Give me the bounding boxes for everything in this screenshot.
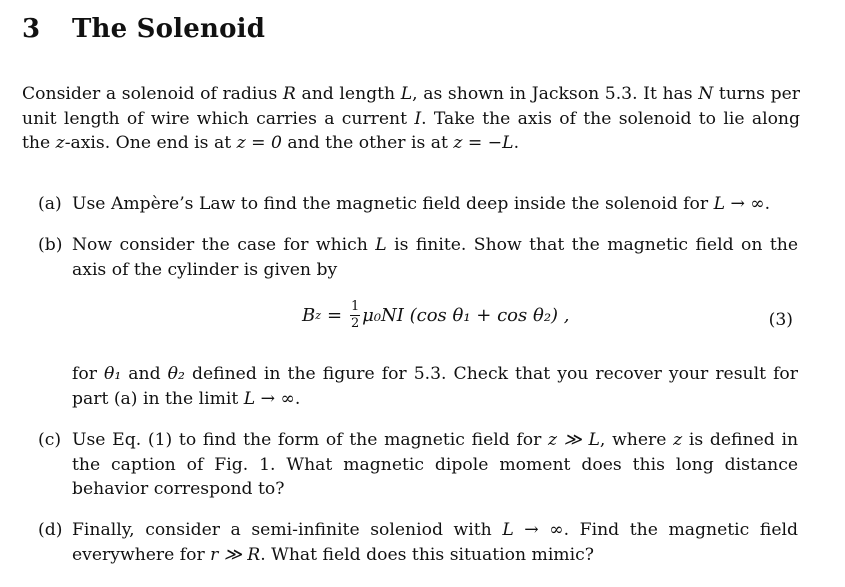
math-expr: z ≫ L xyxy=(548,430,600,450)
part-body xyxy=(72,518,798,567)
part-text: Now consider the case for which xyxy=(72,235,376,255)
math-var: θ₂ xyxy=(167,364,185,384)
math-expr: r ≫ R xyxy=(210,544,261,565)
math-expr: L → ∞ xyxy=(243,388,295,409)
intro-text: and length xyxy=(295,84,401,104)
equation-lhs: B xyxy=(302,305,316,326)
math-expr: L → ∞ xyxy=(713,194,765,214)
math-var: N xyxy=(698,84,714,104)
display-equation xyxy=(0,296,845,346)
intro-text: . xyxy=(513,133,520,153)
part-text: for xyxy=(72,364,104,384)
equals-sign: = xyxy=(327,305,343,326)
part-b-continuation xyxy=(72,362,798,411)
part-text: Finally, consider a semi-infinite soleniod with xyxy=(72,520,503,540)
intro-text: . Take the axis of the solenoid to lie along the xyxy=(22,108,800,153)
problem-part-a xyxy=(38,192,798,217)
intro-text: Consider a solenoid of radius xyxy=(22,84,283,104)
math-var: θ₁ xyxy=(103,364,122,384)
part-label: (b) xyxy=(38,235,63,255)
math-var: z xyxy=(55,133,65,153)
math-expr: z = −L xyxy=(453,133,514,153)
part-body xyxy=(72,428,798,502)
part-text: Use Eq. (1) to find the form of the magnetic field for xyxy=(72,430,549,450)
equation-number: (3) xyxy=(768,310,793,330)
part-label: (a) xyxy=(38,194,62,214)
problem-part-d xyxy=(38,518,798,567)
math-expr: L → ∞ xyxy=(502,520,564,540)
problem-part-c xyxy=(38,428,798,502)
part-text: defined in the figure for 5.3. Check that you recover your result for part (a) in the limit xyxy=(72,364,798,409)
equation-rhs: μ₀NI (cos θ₁ + cos θ₂) , xyxy=(362,305,570,326)
equation-subscript: z xyxy=(315,309,322,322)
math-var: I xyxy=(414,108,422,129)
part-body xyxy=(72,233,798,282)
fraction-denominator: 2 xyxy=(350,316,360,331)
part-text: and xyxy=(121,364,168,384)
part-text: . xyxy=(294,388,301,409)
part-text: . xyxy=(764,194,771,214)
intro-paragraph xyxy=(22,82,800,156)
section-number: 3 xyxy=(22,14,41,44)
part-text: is defined in the caption of Fig. 1. What magnetic dipole moment does this long distance behavior correspond to? xyxy=(72,430,799,499)
section-heading xyxy=(22,14,265,44)
intro-text: -axis. One end is at xyxy=(64,133,237,153)
part-text: . What field does this situation mimic? xyxy=(260,544,594,565)
equation-body xyxy=(302,300,570,331)
math-var: R xyxy=(282,84,296,104)
intro-text: and the other is at xyxy=(281,133,454,153)
intro-text: , as shown in Jackson 5.3. It has xyxy=(412,84,699,104)
part-text: . Find the magnetic field everywhere for xyxy=(72,520,798,565)
math-var: L xyxy=(400,84,413,104)
part-label: (d) xyxy=(38,520,63,540)
fraction-one-half xyxy=(350,300,360,331)
math-expr: z = 0 xyxy=(236,133,282,153)
part-text: , where xyxy=(599,430,674,450)
problem-part-b xyxy=(38,233,798,282)
part-label: (c) xyxy=(38,430,62,450)
part-text: Use Ampère’s Law to find the magnetic field deep inside the solenoid for xyxy=(72,194,714,214)
math-var: z xyxy=(673,430,683,450)
part-body xyxy=(72,192,798,217)
fraction-numerator: 1 xyxy=(350,299,360,314)
part-text: is finite. Show that the magnetic field on the axis of the cylinder is given by xyxy=(72,235,798,280)
intro-text: turns per unit length of wire which carries a current xyxy=(22,84,800,129)
section-title: The Solenoid xyxy=(72,14,266,44)
math-var: L xyxy=(375,235,387,255)
